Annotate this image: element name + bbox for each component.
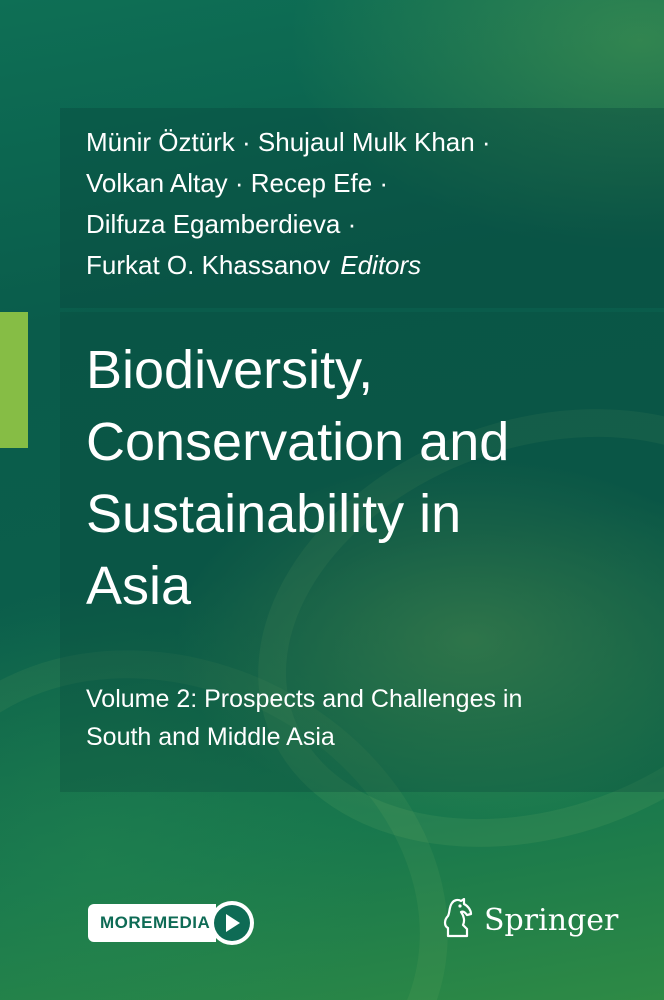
title-line: Asia — [86, 556, 192, 616]
book-subtitle — [86, 680, 646, 756]
editors-line: Münir Öztürk · Shujaul Mulk Khan · — [86, 127, 491, 157]
editors-list — [86, 122, 646, 286]
publisher-name: Springer — [484, 903, 619, 938]
book-title — [86, 334, 646, 622]
subtitle-line: South and Middle Asia — [86, 723, 335, 751]
editors-line: Dilfuza Egamberdieva · — [86, 209, 357, 239]
title-line: Sustainability in — [86, 484, 462, 544]
accent-tab — [0, 312, 28, 448]
moremedia-label: MOREMEDIA — [88, 904, 216, 942]
editors-line — [86, 245, 646, 286]
editor-name: Furkat O. Khassanov — [86, 250, 331, 280]
editors-label: Editors — [340, 250, 422, 280]
springer-horse-logo-icon — [440, 898, 476, 943]
title-line: Conservation and — [86, 412, 510, 472]
subtitle-line: Volume 2: Prospects and Challenges in — [86, 685, 523, 713]
title-line: Biodiversity, — [86, 340, 374, 400]
publisher-logo — [440, 898, 618, 943]
play-icon — [210, 901, 254, 945]
moremedia-button[interactable] — [88, 902, 254, 944]
editors-line: Volkan Altay · Recep Efe · — [86, 168, 389, 198]
